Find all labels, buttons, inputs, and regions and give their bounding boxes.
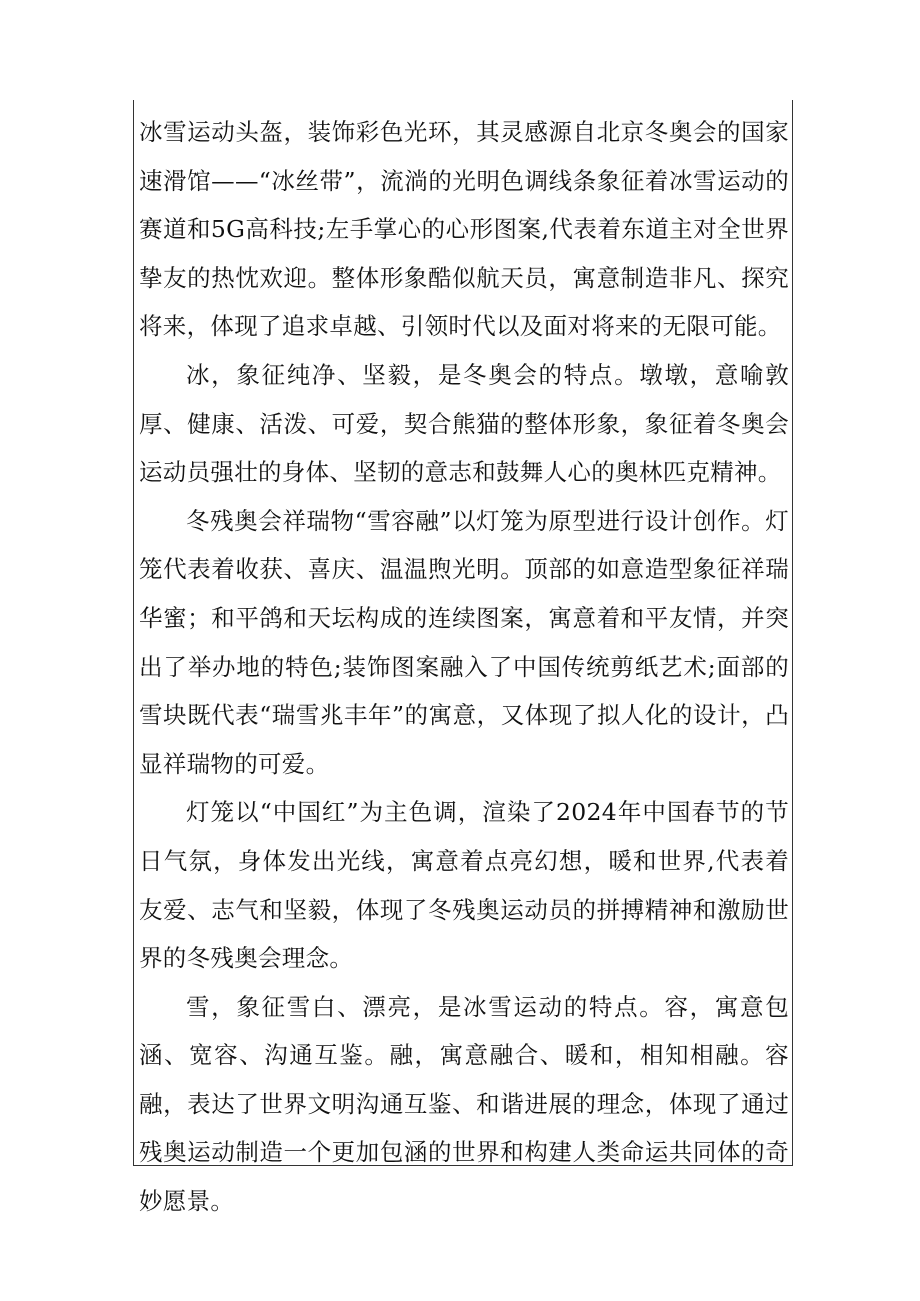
paragraph-lantern-design: 冬残奥会祥瑞物“雪容融”以灯笼为原型进行设计创作。灯笼代表着收获、喜庆、温温煦光明。顶部的如意造型象征祥瑞华蜜；和平鸽和天坛构成的连续图案，寓意着和平友情，并突出了举办地的特色;装饰图案融入了中国传统剪纸艺术;面部的雪块既代表“瑞雪兆丰年”的寓意，又体现了拟人化的设计，凸显祥瑞物的可爱。 — [139, 506, 789, 778]
paragraph-mascot-helmet: 冰雪运动头盔，装饰彩色光环，其灵感源自北京冬奥会的国家速滑馆——“冰丝带”，流淌的光明色调线条象征着冰雪运动的赛道和5G高科技;左手掌心的心形图案,代表着东道主对全世界挚友的热忱欢迎。整体形象酷似航天员，寓意制造非凡、探究将来，体现了追求卓越、引领时代以及面对将来的无限可能。 — [139, 118, 789, 341]
paragraph-ice-meaning: 冰，象征纯净、坚毅，是冬奥会的特点。墩墩，意喻敦厚、健康、活泼、可爱，契合熊猫的整体形象，象征着冬奥会运动员强壮的身体、坚韧的意志和鼓舞人心的奥林匹克精神。 — [139, 360, 789, 487]
table-cell — [133, 100, 793, 1216]
paragraph-snow-meaning: 雪，象征雪白、漂亮，是冰雪运动的特点。容，寓意包涵、宽容、沟通互鉴。融，寓意融合、暖和，相知相融。容融，表达了世界文明沟通互鉴、和谐进展的理念，体现了通过残奥运动制造一个更加包涵的世界和构建人类命运共同体的奇妙愿景。 — [139, 992, 789, 1216]
paragraph-china-red: 灯笼以“中国红”为主色调，渲染了2024年中国春节的节日气氛，身体发出光线，寓意着点亮幻想，暖和世界,代表着友爱、志气和坚毅，体现了冬残奥运动员的拼搏精神和激励世界的冬残奥会理念。 — [139, 798, 789, 973]
cell-content — [139, 108, 789, 1226]
